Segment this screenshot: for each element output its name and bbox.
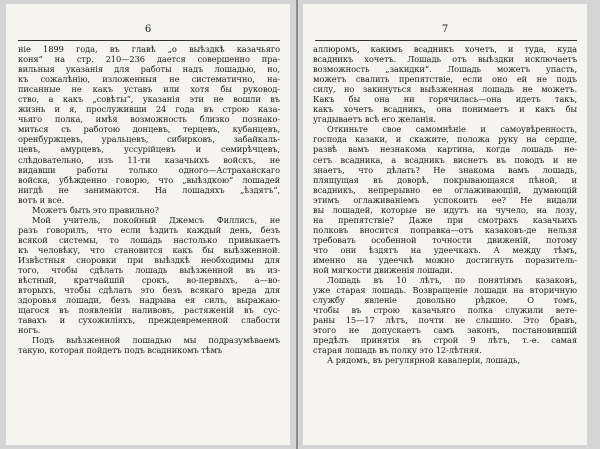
text-line: чьяго полка, имѣя возможность близко познако- [18,114,280,125]
page-number: 7 [441,24,449,35]
text-line: чтобы въ строю казачьяго полка служили вете- [313,305,577,316]
text-line: здоровья лошади, безъ надрыва ея силъ, выражаю- [18,295,280,306]
text-line: Извѣстныя сноровки при выѣздкѣ необходимы для [18,254,280,265]
text-line: коня“ на стр. 210—236 дается совершенно пра- [18,54,280,65]
text-line: Лошадь въ 10 лѣтъ, по понятіямъ казаковъ, [327,275,577,286]
text-line: войска, убѣжденно говорю, что „выѣздкою“ лошадей [18,174,280,185]
text-line: знаетъ, что дѣлать? Не знакома вамъ лошадь, [313,164,577,175]
text-line: вторыхъ, чтобы сдѣлать это безъ всякаго вреда для [18,285,280,296]
book-gutter [296,0,298,449]
text-line: А рядомъ, въ регулярной кавалеріи, лошадь, [327,355,520,366]
text-line: всякой системы, то лошадь настолько привыкаетъ [18,234,280,245]
text-line: предѣлъ принятія въ строй 9 лѣтъ, т.-е. самая [313,335,577,346]
text-line: Подъ выѣзженной лошадью мы подразумѣваемъ [32,335,280,346]
text-line: уже старая лошадь. Возвращеніе лошади на вторичную [313,285,577,296]
text-line: оренбуржцевъ, уральцевъ, сибирковъ, забайкаль- [18,134,280,145]
text-line: цевъ, амурцевъ, уссурійцевъ и семирѣчцевъ, [18,144,280,155]
text-line: именно на удеечкѣ можно достигнуть поразитель- [313,254,577,265]
text-line: Мой учитель, покойный Джемсъ Филлисъ, не [32,214,280,225]
text-line: раны 15—17 лѣтъ, почти не слышно. Это бравъ, [313,315,577,326]
text-line: господа казаки, и скажите, положа руку на сердце, [313,134,577,145]
right-page [303,4,587,445]
paragraph [18,205,280,215]
text-line: плящущая въ доворѣ, покрывающаяся пѣной, и [313,174,577,185]
text-line: можетъ свалить препятствіе, если оно ей не подъ [313,74,577,85]
text-line: тавахъ и сухожиліяхъ, преждевременной слабости [18,315,280,326]
text-line: ніе 1899 года, въ главѣ „о выѣздкѣ казачьяго [18,44,280,54]
page-number: 6 [144,24,152,35]
text-line: вы лошадей, которые не идутъ на чучело, на лозу, [313,204,577,215]
header-rule [18,40,280,41]
text-line: аллюромъ, какимъ всадникъ хочетъ, и туда, куда [313,44,577,54]
text-line: старая лошадь въ полку это 12-лѣтняя. [313,345,482,356]
text-line: что они ѣздятъ на удеечкахъ. А между тѣмъ, [313,244,577,255]
text-line: разъ говорилъ, что если ѣздить каждый день, безъ [18,224,280,235]
text-line: этимъ оглаживаніемъ успокоить ее? Не видали [313,194,577,205]
text-line: Откиньте свое самомнѣніе и самоувѣренность, [327,124,577,135]
text-line: всадникъ хочетъ. Лошадь отъ выѣздки исключаетъ [313,54,577,65]
text-line: какъ хочетъ всадникъ, она понимаетъ и какъ бы [313,104,577,115]
text-line: миться съ работою донцевъ, терцевъ, кубанцевъ, [18,124,280,135]
text-line: слѣдовательно, изъ 11-ти казачьихъ войскъ, не [18,154,280,165]
text-line: ной мягкости движенія лошади. [313,265,453,276]
text-line: ство, а какъ „совѣты“, указанія эти не вошли въ [18,94,280,105]
text-line: возможность „закидки“. Лошадь можетъ упасть, [313,64,577,75]
header-rule [315,40,577,41]
text-line: силу, но закинуться выѣзженная лошадь не можетъ. [313,84,577,95]
text-line: къ сожалѣнію, изложенныя не систематично, на- [18,74,280,85]
paragraph [18,215,280,336]
paragraph [313,355,577,365]
text-line: полковъ вносится поправка—отъ казаковъ-де нельзя [313,224,577,235]
text-line: развѣ вамъ незнакома картина, когда лошадь не- [313,144,577,155]
paragraph [313,275,577,355]
text-line: того, чтобы сдѣлать лошадь выѣзженной въ из- [18,265,280,276]
page-body [18,44,280,355]
text-line: щагося въ появленіи наливовъ, растяженій въ сус- [18,305,280,316]
left-page [6,4,290,445]
paragraph [18,335,280,355]
text-line: нигдѣ не занимаются. На лошадяхъ „ѣздятъ“, [18,184,280,195]
text-line: Какъ бы она ни горячилась—она идетъ такъ, [313,94,577,105]
text-line: угадываетъ всѣ его желанія. [313,114,436,125]
paragraph [313,124,577,275]
text-line: жизнь и я, прослуживши 24 года въ строю каза- [18,104,280,115]
paragraph [313,44,577,124]
text-line: вотъ и все. [18,194,65,205]
text-line: службу явленіе довольно рѣдкое. О томъ, [313,295,577,306]
paragraph [18,44,280,205]
text-line: такую, которая пойдетъ подъ всадникомъ тѣмъ [18,345,223,356]
text-line: этого не допускаетъ самъ законъ, постановившій [313,325,577,336]
text-line: требовать особенной точности движеній, потому [313,234,577,245]
text-line: сетъ всадника, а всадникъ виснетъ въ поводъ и не [313,154,577,165]
text-line: Можетъ быть это правильно? [32,204,159,215]
text-line: на препятствіе? Даже при смотрахъ казачьихъ [313,214,577,225]
text-line: къ человѣку, что становится какъ бы выѣзженной. [18,244,280,255]
text-line: видавши работы только одного—Астраханскаго [18,164,280,175]
text-line: вѣстный, кратчайшій срокъ, во-первыхъ, а—во- [18,275,280,286]
text-line: всадникъ, непрерывно ее оглаживающій, думающій [313,184,577,195]
page-body [313,44,577,366]
text-line: писанные не какъ уставъ или хотя бы руковод- [18,84,280,95]
text-line: ногъ. [18,325,41,336]
text-line: вильныя указанія для работы надъ лошадью, но, [18,64,280,75]
